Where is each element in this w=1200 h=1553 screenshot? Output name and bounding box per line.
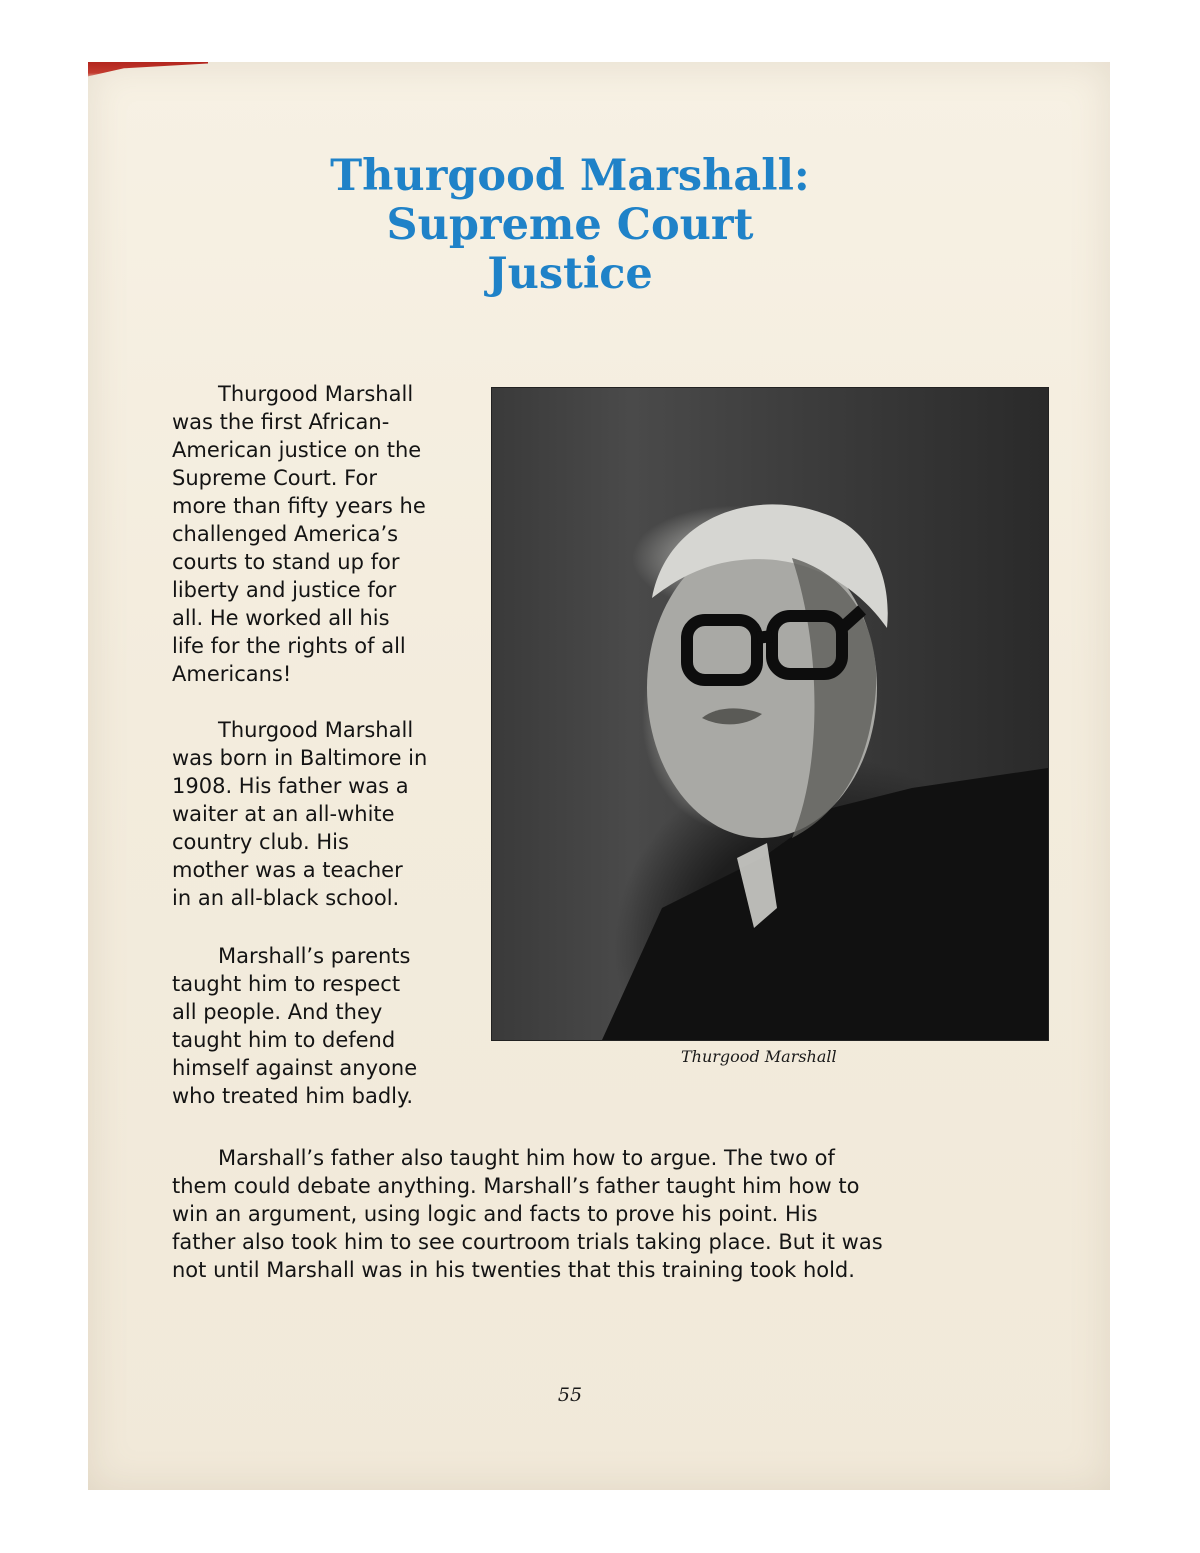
paragraph-line: liberty and justice for <box>172 578 397 602</box>
paragraph-line: win an argument, using logic and facts to prove his point. His <box>172 1202 818 1226</box>
paragraph-line: country club. His <box>172 830 349 854</box>
paragraph-line: challenged America’s <box>172 522 399 546</box>
paragraph-line: courts to stand up for <box>172 550 400 574</box>
paragraph-line: mother was a teacher <box>172 858 403 882</box>
paragraph-line: not until Marshall was in his twenties that this training took hold. <box>172 1258 855 1282</box>
paragraph-line: more than fifty years he <box>172 494 426 518</box>
paragraph-line: waiter at an all-white <box>172 802 395 826</box>
paragraph-line: Marshall’s father also taught him how to argue. The two of <box>218 1146 835 1170</box>
paragraph-parents <box>172 942 417 1110</box>
paragraph-argue <box>172 1144 883 1284</box>
paragraph-line: all people. And they <box>172 1000 383 1024</box>
portrait-photo <box>491 387 1049 1041</box>
paragraph-line: them could debate anything. Marshall’s father taught him how to <box>172 1174 860 1198</box>
paragraph-line: Thurgood Marshall <box>218 718 414 742</box>
paragraph-line: Marshall’s parents <box>218 944 411 968</box>
paragraph-line: Supreme Court. For <box>172 466 377 490</box>
paragraph-line: was born in Baltimore in <box>172 746 428 770</box>
paragraph-line: in an all-black school. <box>172 886 400 910</box>
paragraph-line: 1908. His father was a <box>172 774 409 798</box>
paragraph-line: was the first African- <box>172 410 390 434</box>
paragraph-line: taught him to respect <box>172 972 401 996</box>
title-line-2: Supreme Court <box>386 200 754 250</box>
paragraph-intro <box>172 380 426 688</box>
paragraph-line: taught him to defend <box>172 1028 396 1052</box>
paragraph-line: life for the rights of all <box>172 634 406 658</box>
page-number: 55 <box>557 1384 583 1406</box>
page-title <box>200 152 940 299</box>
paragraph-line: Americans! <box>172 662 292 686</box>
title-line-1: Thurgood Marshall: <box>330 151 810 201</box>
title-line-3: Justice <box>487 249 653 299</box>
paragraph-line: himself against anyone <box>172 1056 418 1080</box>
paragraph-line: who treated him badly. <box>172 1084 414 1108</box>
portrait-illustration <box>492 388 1048 1040</box>
paragraph-line: Thurgood Marshall <box>218 382 414 406</box>
paragraph-line: American justice on the <box>172 438 422 462</box>
paragraph-line: father also took him to see courtroom trials taking place. But it was <box>172 1230 883 1254</box>
photo-caption: Thurgood Marshall <box>681 1047 837 1066</box>
paragraph-birth <box>172 716 427 912</box>
paragraph-line: all. He worked all his <box>172 606 390 630</box>
